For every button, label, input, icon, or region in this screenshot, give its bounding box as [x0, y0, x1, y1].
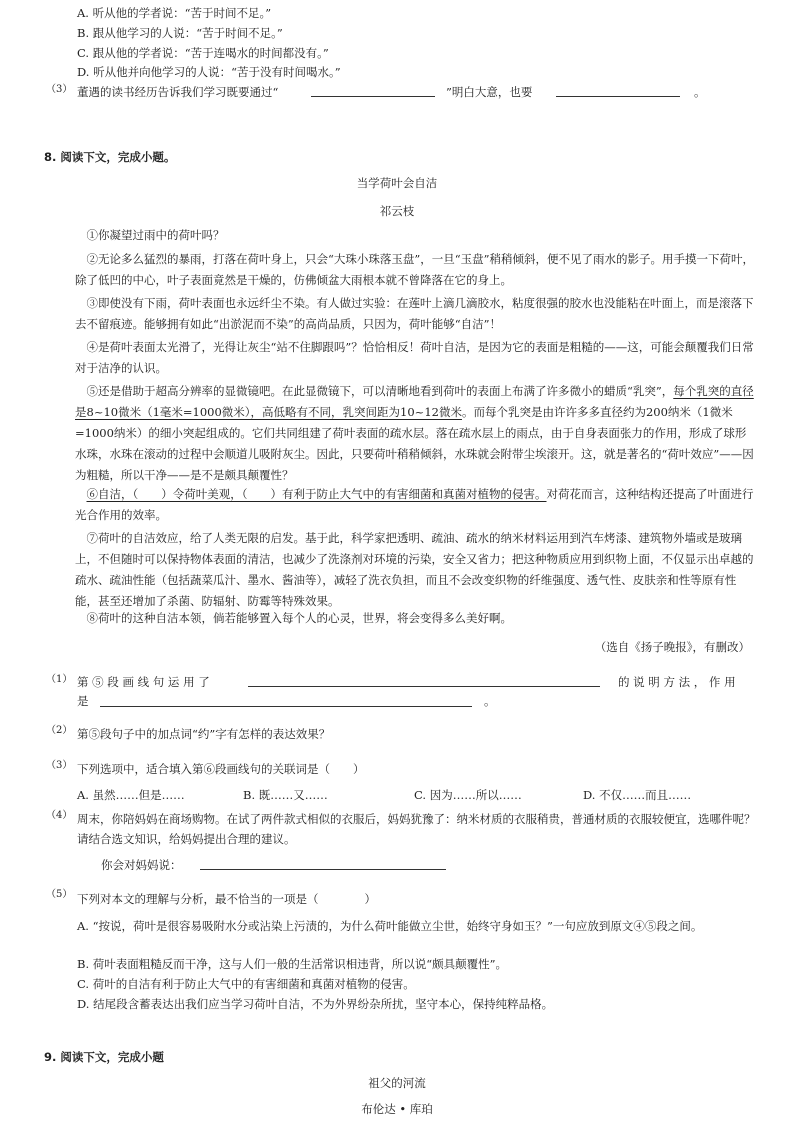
q1-blank-effect[interactable] [100, 706, 472, 707]
prev-q3-blank-2[interactable] [556, 96, 680, 97]
prev-q3-text-c: 。 [694, 85, 706, 99]
paragraph-5 [75, 381, 755, 486]
q5-number: （5） [46, 889, 73, 900]
q1-text-b: 的 说 明 方 法 ， 作 用 [618, 675, 736, 689]
q4-text: 周末，你陪妈妈在商场购物。在试了两件款式相似的衣服后，妈妈犹豫了：纳米材质的衣服稍贵，普通材质的衣服较便宜，选哪件呢？请结合选文知识，给妈妈提出合理的建议。 [77, 812, 756, 846]
paragraph-6 [75, 484, 755, 526]
q3-text: 下列选项中，适合填入第⑥段画线句的关联词是（ ） [77, 762, 365, 776]
q3-option-a: A. 虽然……但是…… [77, 788, 185, 802]
prev-q3-number: （3） [46, 84, 73, 95]
prev-q3-text-a: 董遇的读书经历告诉我们学习既要通过“ [77, 85, 279, 99]
paragraph-5-underlined-sentence: 每个乳突的直径是8~10微米（1毫米=1000微米），高低略有不同，乳突间距为10~12微米 [75, 384, 754, 419]
prev-q3-text-b: ”明白大意，也要 [446, 85, 533, 99]
paragraph-6-underlined-sentence: ⑥自洁，（ ）令荷叶美观，（ ）有利于防止大气中的有害细菌和真菌对植物的侵害。 [86, 487, 547, 501]
q4-prompt: 你会对妈妈说： [101, 858, 182, 872]
prev-q3-blank-1[interactable] [311, 96, 435, 97]
paragraph-2: ②无论多么猛烈的暴雨，打落在荷叶身上，只会“大珠小珠落玉盘”，一旦“玉盘”稍稍倾斜，便不见了雨水的影子。用手摸一下荷叶，除了低凹的中心，叶子表面竟然是干燥的，仿佛倾盆大雨根本就不曾降落在它的身上。 [75, 252, 755, 287]
q4-answer-blank[interactable] [200, 869, 446, 870]
paragraph-5-text-a: ⑤还是借助于超高分辨率的显微镜吧。在此显微镜下，可以清晰地看到荷叶的表面上布满了许多微小的蜡质“乳突”， [86, 384, 674, 398]
prev-option-a: A. 听从他的学者说：“苦于时间不足。” [77, 6, 272, 20]
q4-number: （4） [46, 810, 73, 821]
paragraph-3: ③即使没有下雨，荷叶表面也永远纤尘不染。有人做过实验：在莲叶上滴几滴胶水，粘度很强的胶水也没能粘在叶面上，而是滚落下去不留痕迹。能够拥有如此“出淤泥而不染”的高尚品质，只因为，荷叶能够“自洁”！ [75, 296, 754, 331]
q2-text: 第⑤段句子中的加点词“约”字有怎样的表达效果？ [77, 727, 331, 741]
article-author: 祁云枝 [379, 204, 415, 218]
q3-number: （3） [46, 760, 73, 771]
paragraph-5-text-b: 。而每个乳突是由许许多多直径约为200纳米（1微米=1000纳米）的细小突起组成的。它们共同组建了荷叶表面的疏水层。落在疏水层上的雨点，由于自身表面张力的作用，形成了球形水珠，水珠在滚动的过程中会顺道儿吸附灰尘。因此，只要荷叶稍稍倾斜，水珠就会附带尘埃滚开。这，就是著名的“荷叶效应”——因为粗糙，所以干净——是不是颇具颠覆性？ [75, 405, 754, 482]
q2-number: （2） [46, 725, 73, 736]
q5-option-a: A. “按说，荷叶是很容易吸附水分或沾染上污渍的，为什么荷叶能做立尘世，始终守身如玉？”一句应放到原文④⑤段之间。 [77, 919, 703, 933]
article-title: 当学荷叶会自洁 [356, 176, 438, 190]
prev-option-c: C. 跟从他的学者说：“苦于连喝水的时间都没有。” [77, 46, 329, 60]
paragraph-1: ①你凝望过雨中的荷叶吗？ [86, 228, 225, 242]
paragraph-8: ⑧荷叶的这种自洁本领，倘若能够置入每个人的心灵，世界，将会变得多么美好啊。 [86, 611, 512, 625]
prev-option-d: D. 听从他并向他学习的人说：“苦于没有时间喝水。” [77, 65, 341, 79]
q1-blank-method[interactable] [248, 686, 600, 687]
q1-text-d: 。 [484, 694, 496, 708]
q5-option-b: B. 荷叶表面粗糙反而干净，这与人们一般的生活常识相违背，所以说“颇具颠覆性”。 [77, 957, 508, 971]
q5-option-d: D. 结尾段含蓄表达出我们应当学习荷叶自洁，不为外界纷杂所扰，坚守本心，保持纯粹品格。 [77, 997, 554, 1011]
article-9-title: 祖父的河流 [368, 1076, 426, 1090]
article-9-author: 布伦达 • 库珀 [361, 1102, 433, 1116]
paragraph-4: ④是荷叶表面太光滑了，光得让灰尘“站不住脚跟吗”？恰恰相反！荷叶自洁，是因为它的表面是粗糙的——这，可能会颠覆我们日常对于洁净的认识。 [75, 340, 754, 375]
q3-option-b: B. 既……又…… [243, 788, 328, 802]
paragraph-6-text-b: 对荷花而言，这种结构还提高了叶面进行光合作用的效率。 [75, 487, 754, 522]
q5-option-c: C. 荷叶的自洁有利于防止大气中的有害细菌和真菌对植物的侵害。 [77, 977, 415, 991]
section-9-heading: 9. 阅读下文，完成小题 [44, 1050, 164, 1064]
q1-text-a: 第 ⑤ 段 画 线 句 运 用 了 [77, 675, 210, 689]
q3-option-c: C. 因为……所以…… [414, 788, 522, 802]
q5-text: 下列对本文的理解与分析，最不恰当的一项是（ ） [77, 892, 376, 906]
section-8-heading: 8. 阅读下文，完成小题。 [44, 150, 176, 164]
prev-option-b: B. 跟从他学习的人说：“苦于时间不足。” [77, 26, 283, 40]
q3-option-d: D. 不仅……而且…… [583, 788, 692, 802]
article-source: （选自《扬子晚报》，有删改） [594, 640, 750, 654]
paragraph-7: ⑦荷叶的自洁效应，给了人类无限的启发。基于此，科学家把透明、疏油、疏水的纳米材料运用到汽车烤漆、建筑物外墙或是玻璃上，不但随时可以保持物体表面的清洁，也减少了洗涤剂对环境的污染，安全又省力；把这种物质应用到织物上面，不仅显示出卓越的疏水、疏油性能（包括蔬菜瓜汁、墨水、酱油等），减轻了洗衣负担，而且不会改变织物的纤维强度、透气性、皮肤亲和性等原有性能，甚至还增加了杀菌、防辐射、防霉等特殊效果。 [75, 531, 754, 608]
q1-number: （1） [46, 674, 73, 685]
q1-text-c: 是 [77, 694, 89, 708]
